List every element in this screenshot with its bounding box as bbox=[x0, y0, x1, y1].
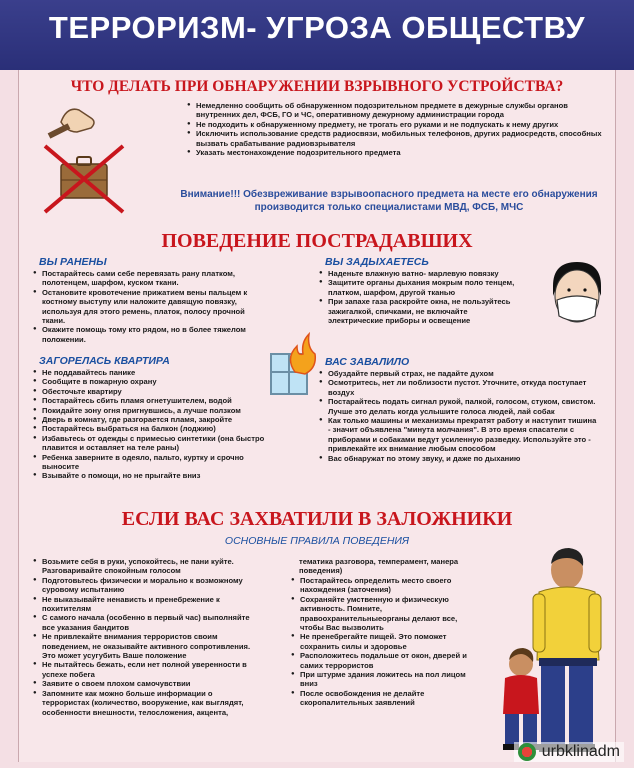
list-item: ● Защитите органы дыхания мокрым поло тенцем, платком, шарфом, другой тканью bbox=[319, 278, 515, 297]
list-item: ● Остановите кровотечение прижатием вены пальцем к костному выступу или наложите давящую повязку, используя для этого ремень, платок, полосу прочной ткани. bbox=[33, 288, 269, 326]
list-item: ● Не подходить к обнаруженному предмету, не трогать его руками и не подпускать к нему других bbox=[187, 120, 607, 129]
wounded-title: ВЫ РАНЕНЫ bbox=[39, 256, 107, 268]
fire-title: ЗАГОРЕЛАСЬ КВАРТИРА bbox=[39, 355, 170, 367]
buried-title: ВАС ЗАВАЛИЛО bbox=[325, 356, 410, 368]
list-item: ● Сообщите в пожарную охрану bbox=[33, 377, 267, 386]
list-item: ● Указать местонахождение подозрительного предмета bbox=[187, 148, 607, 157]
city-emblem-icon bbox=[518, 743, 536, 761]
hostage-rules-continuation: тематика разговора, темперамент, манера поведения) bbox=[299, 557, 459, 576]
list-item: ● Заявите о своем плохом самочувствии bbox=[33, 679, 257, 688]
list-item: ● При штурме здания ложитесь на пол лицом вниз bbox=[291, 670, 469, 689]
title-banner bbox=[0, 0, 634, 70]
list-item: ● Не пытайтесь бежать, если нет полной уверенности в успехе побега bbox=[33, 660, 257, 679]
police-officer-child-icon bbox=[485, 540, 611, 756]
warning-text: Внимание!!! Обезвреживание взрывоопасного предмета на месте его обнаружения производится только специалистами МВД, ФСБ, МЧС bbox=[180, 189, 598, 213]
list-item: ● Ребенка заверните в одеяло, пальто, куртку и срочно выносите bbox=[33, 453, 267, 472]
buried-list bbox=[319, 369, 597, 463]
section1-heading: ЧТО ДЕЛАТЬ ПРИ ОБНАРУЖЕНИИ ВЗРЫВНОГО УСТРОЙСТВА? bbox=[70, 78, 564, 95]
list-item: ● Запомните как можно больше информации о террористах (количество, вооружение, как выглядят, особенности внешности, телосложения, акцента, bbox=[33, 689, 257, 717]
list-item: ● Взывайте о помощи, но не прыгайте вниз bbox=[33, 471, 267, 480]
list-item: ● Обесточьте квартиру bbox=[33, 387, 267, 396]
list-item: ● Постарайтесь выбраться на балкон (лоджию) bbox=[33, 424, 267, 433]
list-item: ● Исключить использование средств радиосвязи, мобильных телефонов, других радиосредств, способных вызвать срабатывание радиовзрывателя bbox=[187, 129, 607, 148]
fire-list bbox=[33, 368, 267, 481]
poster bbox=[18, 70, 616, 762]
watermark-text: urbklinadm bbox=[541, 743, 620, 760]
section3-heading: ЕСЛИ ВАС ЗАХВАТИЛИ В ЗАЛОЖНИКИ bbox=[121, 508, 513, 530]
list-item: ● Покидайте зону огня пригнувшись, а лучше ползком bbox=[33, 406, 267, 415]
hostage-rules-right bbox=[291, 576, 469, 708]
bomb-instructions-list bbox=[187, 101, 607, 157]
list-item: ● При запахе газа раскройте окна, не пользуйтесь зажигалкой, спичками, не включайте электрические приборы и освещение bbox=[319, 297, 515, 325]
list-item: ● Возьмите себя в руки, успокойтесь, не пани куйте. Разговаривайте спокойным голосом bbox=[33, 557, 257, 576]
list-item: ● Избавьтесь от одежды с примесью синтетики (она быстро плавится и оставляет на теле раны) bbox=[33, 434, 267, 453]
suspicious-bag-icon bbox=[39, 102, 129, 214]
choking-title: ВЫ ЗАДЫХАЕТЕСЬ bbox=[325, 256, 429, 268]
list-item: ● Не выказывайте ненависть и пренебрежение к похитителям bbox=[33, 595, 257, 614]
list-item: ● Постарайтесь определить место своего нахождения (заточения) bbox=[291, 576, 469, 595]
list-item: ● Постарайтесь сбить пламя огнетушителем, водой bbox=[33, 396, 267, 405]
list-item: ● Немедленно сообщить об обнаруженном подозрительном предмете в дежурные службы органов внутренних дел, ФСБ, ГО и ЧС, оперативному дежурному администрации города bbox=[187, 101, 607, 120]
list-item: ● Обуздайте первый страх, не падайте духом bbox=[319, 369, 597, 378]
list-item: ● Дверь в комнату, где разгорается пламя, закройте bbox=[33, 415, 267, 424]
list-item: ● Наденьте влажную ватно- марлевую повязку bbox=[319, 269, 515, 278]
choking-list bbox=[319, 269, 515, 325]
list-item: ● Окажите помощь тому кто рядом, но в более тяжелом положении. bbox=[33, 325, 269, 344]
list-item: ● С самого начала (особенно в первый час) выполняйте все указания бандитов bbox=[33, 613, 257, 632]
list-item: ● Сохраняйте умственную и физическую активность. Помните, правоохранительныеорганы делают все, чтобы Вас вызволить bbox=[291, 595, 469, 633]
list-item: ● Не поддавайтесь панике bbox=[33, 368, 267, 377]
list-item: ● Не привлекайте внимания террористов своим поведением, не оказывайте активного сопротивления. Это может усугубить Ваше положение bbox=[33, 632, 257, 660]
source-watermark bbox=[514, 742, 624, 762]
list-item: ● Осмотритесь, нет ли поблизости пустот. Уточните, откуда поступает воздух bbox=[319, 378, 597, 397]
list-item: ● Постарайтесь сами себе перевязать рану платком, полотенцем, шарфом, куском ткани. bbox=[33, 269, 269, 288]
list-item: ● Подготовьтесь физически и морально к возможному суровому испытанию bbox=[33, 576, 257, 595]
burning-window-icon bbox=[267, 332, 317, 396]
section2-heading: ПОВЕДЕНИЕ ПОСТРАДАВШИХ bbox=[161, 230, 473, 252]
list-item: ● Вас обнаружат по этому звуку, и даже по дыханию bbox=[319, 454, 597, 463]
list-item: ● После освобождения не делайте скоропалительных заявлений bbox=[291, 689, 469, 708]
list-item: ● Постарайтесь подать сигнал рукой, палкой, голосом, стуком, свистом. Лучше это делать когда услышите голоса людей, лай собак bbox=[319, 397, 597, 416]
page-title: ТЕРРОРИЗМ- УГРОЗА ОБЩЕСТВУ bbox=[48, 10, 586, 45]
list-item: ● Расположитесь подальше от окон, дверей и самих террористов bbox=[291, 651, 469, 670]
gas-mask-person-icon bbox=[543, 256, 609, 336]
list-item: ● Не пренебрегайте пищей. Это поможет сохранить силы и здоровье bbox=[291, 632, 469, 651]
section3-subtitle: ОСНОВНЫЕ ПРАВИЛА ПОВЕДЕНИЯ bbox=[224, 535, 410, 547]
list-item: ● Как только машины и механизмы прекратят работу и наступит тишина - значит объявлена "минута молчания". В это время спасатели с приборами и собаками ведут усиленную разведку. Используйте это - привлекайте их внимание любым способом bbox=[319, 416, 597, 454]
wounded-list bbox=[33, 269, 269, 344]
hostage-rules-left bbox=[33, 557, 257, 717]
